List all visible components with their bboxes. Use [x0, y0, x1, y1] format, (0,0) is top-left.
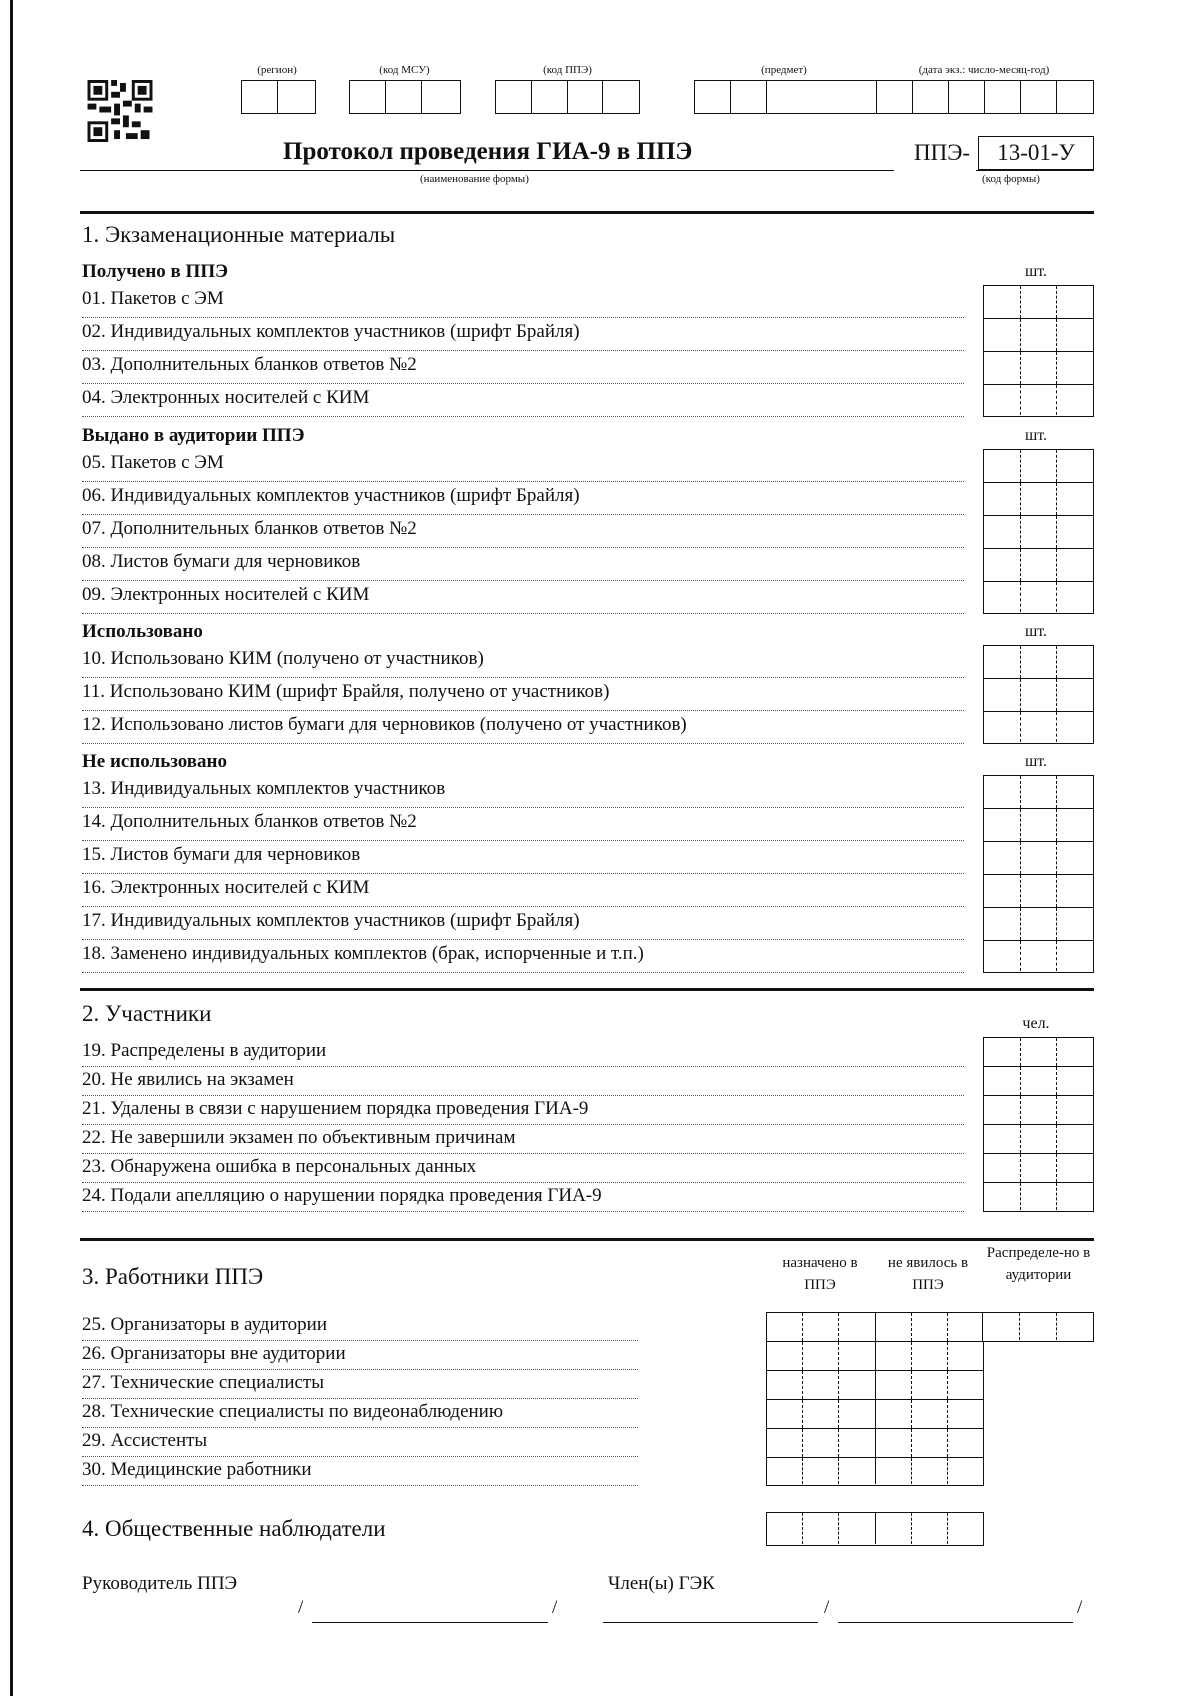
section2-title: 2. Участники	[82, 1001, 212, 1026]
item-28: 28. Технические специалисты по видеонаблюдению	[82, 1401, 638, 1428]
group-unused-cells[interactable]	[983, 775, 1094, 973]
item-22: 22. Не завершили экзамен по объективным причинам	[82, 1127, 964, 1154]
gek-signature-line[interactable]	[603, 1622, 818, 1623]
scan-edge	[10, 0, 13, 1696]
section1-title: 1. Экзаменационные материалы	[82, 222, 396, 247]
item-01: 01. Пакетов с ЭМ	[82, 288, 964, 318]
group-received-title: Получено в ППЭ	[82, 261, 228, 282]
group-issued-unit: шт.	[1024, 427, 1048, 444]
group-unused-unit: шт.	[1024, 753, 1048, 770]
region-field[interactable]	[241, 80, 316, 114]
head-signature-line[interactable]	[312, 1622, 548, 1623]
item-25: 25. Организаторы в аудитории	[82, 1314, 638, 1341]
item-13: 13. Индивидуальных комплектов участников	[82, 778, 964, 808]
section3-distributed-cells[interactable]	[982, 1312, 1094, 1342]
item-16: 16. Электронных носителей с КИМ	[82, 877, 964, 907]
form-prefix: ППЭ-	[914, 140, 971, 165]
item-11: 11. Использовано КИМ (шрифт Брайля, получено от участников)	[82, 681, 964, 711]
item-19: 19. Распределены в аудитории	[82, 1040, 964, 1067]
item-30: 30. Медицинские работники	[82, 1459, 638, 1486]
section1-divider	[80, 988, 1094, 991]
gek-member-label: Член(ы) ГЭК	[608, 1573, 715, 1594]
section2-divider	[80, 1238, 1094, 1241]
item-20: 20. Не явились на экзамен	[82, 1069, 964, 1096]
item-07: 07. Дополнительных бланков ответов №2	[82, 518, 964, 548]
item-04: 04. Электронных носителей с КИМ	[82, 387, 964, 417]
group-received-unit: шт.	[1024, 263, 1048, 280]
group-used-cells[interactable]	[983, 645, 1094, 744]
subject-date-field[interactable]	[694, 80, 1094, 114]
head-slash-left: /	[298, 1597, 304, 1618]
section2-unit: чел.	[1022, 1015, 1050, 1032]
item-29: 29. Ассистенты	[82, 1430, 638, 1457]
ppe-code-label: (код ППЭ)	[543, 64, 592, 76]
item-08: 08. Листов бумаги для черновиков	[82, 551, 964, 581]
form-code-caption: (код формы)	[982, 173, 1040, 185]
item-23: 23. Обнаружена ошибка в персональных данных	[82, 1156, 964, 1183]
group-used-title: Использовано	[82, 621, 203, 642]
header-divider	[80, 211, 1094, 214]
msu-code-field[interactable]	[349, 80, 461, 114]
group-unused-title: Не использовано	[82, 751, 228, 772]
gek-slash-middle: /	[824, 1597, 830, 1618]
msu-code-label: (код МСУ)	[379, 64, 430, 76]
exam-date-label: (дата экз.: число-месяц-год)	[918, 64, 1050, 76]
col-assigned: назначено в ППЭ	[782, 1255, 858, 1293]
group-used-unit: шт.	[1024, 623, 1048, 640]
form-code-underline	[976, 170, 1094, 171]
section3-title: 3. Работники ППЭ	[82, 1264, 264, 1289]
group-issued-title: Выдано в аудитории ППЭ	[82, 425, 305, 446]
item-06: 06. Индивидуальных комплектов участников (шрифт Брайля)	[82, 485, 964, 515]
item-03: 03. Дополнительных бланков ответов №2	[82, 354, 964, 384]
gek-slash-right: /	[1077, 1597, 1083, 1618]
section4-title: 4. Общественные наблюдатели	[82, 1516, 386, 1541]
item-05: 05. Пакетов с ЭМ	[82, 452, 964, 482]
form-code: 13-01-У	[978, 136, 1094, 170]
item-27: 27. Технические специалисты	[82, 1372, 638, 1399]
qr-code	[87, 80, 153, 142]
item-14: 14. Дополнительных бланков ответов №2	[82, 811, 964, 841]
form-name-caption: (наименование формы)	[420, 173, 529, 185]
head-slash-right: /	[552, 1597, 558, 1618]
col-distributed: Распределе-но в аудитории	[986, 1245, 1091, 1283]
section4-cells[interactable]	[766, 1512, 984, 1546]
item-10: 10. Использовано КИМ (получено от участников)	[82, 648, 964, 678]
region-label: (регион)	[257, 64, 297, 76]
item-24: 24. Подали апелляцию о нарушении порядка проведения ГИА-9	[82, 1185, 964, 1212]
gek-name-line[interactable]	[838, 1622, 1073, 1623]
col-absent: не явилось в ППЭ	[887, 1255, 969, 1293]
item-09: 09. Электронных носителей с КИМ	[82, 584, 964, 614]
subject-label: (предмет)	[761, 64, 807, 76]
section3-staff-cells[interactable]	[766, 1312, 984, 1486]
item-12: 12. Использовано листов бумаги для черновиков (получено от участников)	[82, 714, 964, 744]
item-18: 18. Заменено индивидуальных комплектов (брак, испорченные и т.п.)	[82, 943, 964, 973]
item-21: 21. Удалены в связи с нарушением порядка проведения ГИА-9	[82, 1098, 964, 1125]
item-17: 17. Индивидуальных комплектов участников (шрифт Брайля)	[82, 910, 964, 940]
ppe-code-field[interactable]	[495, 80, 640, 114]
item-15: 15. Листов бумаги для черновиков	[82, 844, 964, 874]
item-02: 02. Индивидуальных комплектов участников (шрифт Брайля)	[82, 321, 964, 351]
form-title: Протокол проведения ГИА-9 в ППЭ	[283, 138, 693, 165]
head-ppe-label: Руководитель ППЭ	[82, 1573, 238, 1594]
title-underline	[80, 170, 894, 171]
group-received-cells[interactable]	[983, 285, 1094, 417]
section2-cells[interactable]	[983, 1037, 1094, 1212]
group-issued-cells[interactable]	[983, 449, 1094, 614]
item-26: 26. Организаторы вне аудитории	[82, 1343, 638, 1370]
